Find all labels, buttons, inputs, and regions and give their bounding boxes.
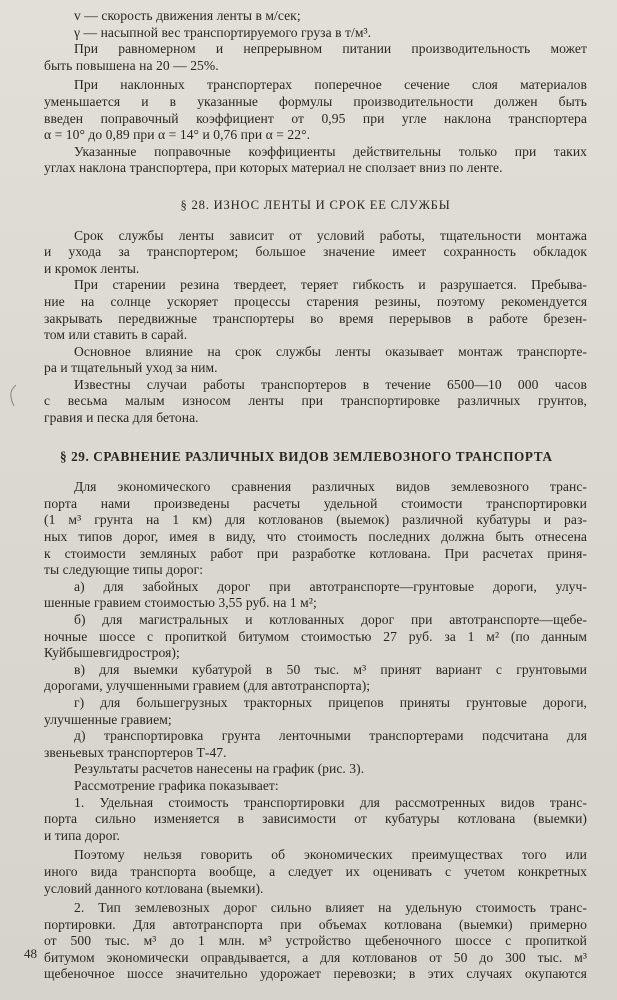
s28-paragraph-known-cases [44,377,587,427]
text-line: от 500 тыс. м³ до 1 млн. м³ устройство щебеночного шоссе с пропиткой [44,933,587,949]
text-line: к стоимости земляных работ при разработке котлована. При расчетах приня- [44,545,587,561]
text-line: При старении резина твердеет, теряет гибкость и разрушается. Пребыва- [74,277,587,293]
text-line: 1. Удельная стоимость транспортировки для рассмотренных видов транс- [74,794,587,810]
results-line [44,761,587,778]
list-item-a [44,579,587,612]
text-line: (1 м³ грунта на 1 км) для котлованов (выемок) различной кубатуры и раз- [44,512,587,528]
text-line: битумом экономически оправдывается, а для котлованов от 50 до 300 тыс. м³ [44,949,587,965]
text-line: При наклонных транспортерах поперечное сечение слоя материалов [74,77,587,93]
text-line: уменьшается и в указанные формулы производительности должен быть [44,93,587,109]
text-line: Указанные поправочные коэффициенты действительны только при таких [74,143,587,159]
legend-line-v: v — скорость движения ленты в м/сек; [74,8,301,23]
pencil-mark-icon [6,384,20,408]
text-line: д) транспортировка грунта ленточными транспортерами подсчитана для [74,728,587,744]
text-line: При равномерном и непрерывном питании производительность может [74,41,587,57]
text-line: ных типов дорог, имея в виду, что стоимость последних должна быть отнесена [44,529,587,545]
text-line: ра и тщательный уход за ним. [44,360,218,376]
list-item-d [44,728,587,761]
text-line: б) для магистральных и котлованных дорог при автотранспорте—щебе- [74,612,587,627]
section-28-heading: § 28. ИЗНОС ЛЕНТЫ И СРОК ЕЕ СЛУЖБЫ [180,197,451,212]
text-line: том или ставить в сарай. [44,327,188,343]
list-item-v [44,662,587,695]
s29-paragraph-intro [44,479,587,579]
text-line: порта сильно изменяется в зависимости от кубатуры котлована (выемки) [44,811,587,827]
text-line: Основное влияние на срок службы ленты оказывает монтаж транспорте- [74,343,587,359]
formula-legend [44,8,587,41]
section-29-heading: § 29. СРАВНЕНИЕ РАЗЛИЧНЫХ ВИДОВ ЗЕМЛЕВОЗНОГО ТРАНСПОРТА [60,448,553,464]
page-number: 48 [24,946,38,961]
review-line [44,778,587,795]
text-line: и ухода за транспортером; большое значение имеет сохранность обкладок [44,244,587,260]
list-item-g [44,695,587,728]
text-line: г) для большегрузных тракторных прицепов приняты грунтовые дороги, [74,694,587,710]
text-line: и кромок ленты. [44,260,140,276]
text-line: Срок службы ленты зависит от условий работы, тщательности монтажа [74,227,587,243]
text-line: ночные шоссе с пропиткой битумом стоимостью 27 руб. за 1 м² (по данным [44,628,587,644]
text-line: α = 10° до 0,89 при α = 14° и 0,76 при α = 22°. [44,127,311,143]
text-line: Рассмотрение графика показывает: [74,777,279,793]
text-line: и типа дорог. [44,827,120,843]
text-line: портировки. Для автотранспорта при объемах котлована (выемки) примерно [44,916,587,932]
s28-paragraph-aging [44,277,587,343]
text-line: улучшенные гравием; [44,711,172,727]
text-line: гравия и песка для бетона. [44,410,199,426]
paragraph-no-general-advantage [44,847,587,897]
text-line: закрывать передвижные транспортеры во время перерывов в работе брезен- [44,310,587,326]
text-line: Результаты расчетов нанесены на график (рис. 3). [74,761,365,777]
text-line: 2. Тип землевозных дорог сильно влияет на удельную стоимость транс- [74,900,587,916]
text-line: порта нами произведены расчеты удельной стоимости транспортировки [44,495,587,511]
text-line: быть повышена на 20 — 25%. [44,57,219,73]
text-line: дорогами, улучшенными гравием (для автотранспорта); [44,678,371,694]
text-line: щебеночное шоссе значительно удорожает перевозки; в этих случаях окупаются [44,966,587,982]
text-line: в) для выемки кубатурой в 50 тыс. м³ принят вариант с грунтовыми [74,661,587,677]
text-line: Известны случаи работы транспортеров в течение 6500—10 000 часов [74,376,587,392]
legend-line-gamma: γ — насыпной вес транспортируемого груза в т/м³. [74,24,372,40]
text-line: углах наклона транспортера, при которых материал не сползает вниз по ленте. [44,160,503,176]
text-line: а) для забойных дорог при автотранспорте—грунтовые дороги, улуч- [74,578,587,594]
text-line: условий данного котлована (выемки). [44,880,264,896]
paragraph-inclined-conveyors [44,77,587,143]
text-line: шенные гравием стоимостью 3,55 руб. на 1 м²; [44,595,317,611]
text-line: ние на солнце ускоряет процессы старения резины, поэтому рекомендуется [44,293,587,309]
text-line: Поэтому нельзя говорить об экономических преимуществах того или [74,847,587,863]
text-line: с весьма малым износом ленты при транспортировке различных грунтов, [44,393,587,409]
s28-paragraph-installation [44,344,587,377]
list-item-b [44,612,587,662]
point-2 [44,900,587,983]
paragraph-uniform-feed [44,41,587,74]
text-line: иного вида транспорта вообще, а следует их оценивать с учетом конкретных [44,863,587,879]
text-line: Для экономического сравнения различных видов землевозного транс- [74,479,587,495]
text-line: Куйбышевгидростроя); [44,645,180,661]
text-line: введен поправочный коэффициент от 0,95 при угле наклона транспортера [44,110,587,126]
text-line: звеньевых транспортеров Т-47. [44,744,227,760]
text-line: ты следующие типы дорог: [44,562,204,578]
point-1 [44,795,587,845]
s28-paragraph-service-life [44,228,587,278]
paragraph-correction-coefficients [44,144,587,177]
